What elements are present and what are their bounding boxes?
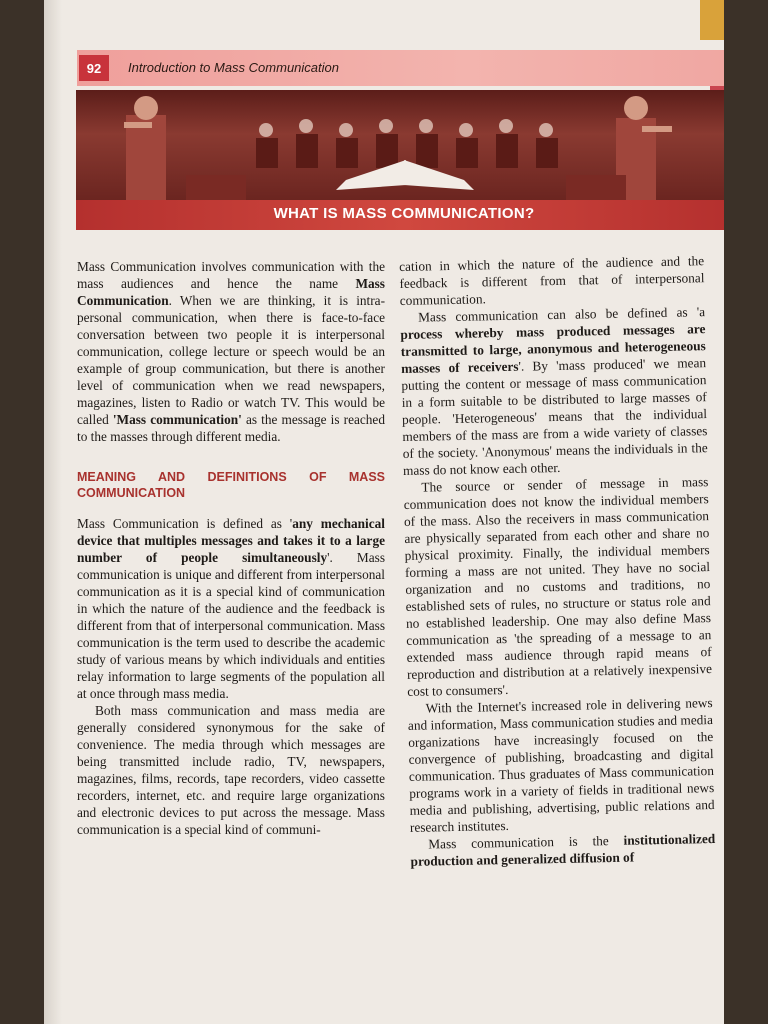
left-column (77, 258, 385, 838)
running-title: Introduction to Mass Communication (128, 60, 339, 75)
source-paragraph: The source or sender of message in mass communication does not know the individual members of the mass. Also the receivers in mass communication are physically separated from each other and share no physical proximity. Finally, the individual members forming a mass are not united. They have no social organization and no customs and traditions, no established sets of rules, no structure or status role and no established leadership. One may also define Mass communication as 'the spreading of a message to an extended mass audience through rapid means of reproduction and distribution at a relatively inexpensive cost to consumers'. (403, 474, 713, 699)
internet-paragraph: With the Internet's increased role in delivering news and information, Mass communication studies and media organizations have increasingly focused on the convergence of publishing, broadcasting and digital communication. Thus graduates of Mass communication programs work in a variety of fields in traditional news media and publishing, advertising, public relations and research institutes. (407, 695, 715, 835)
right-column (399, 252, 716, 870)
intro-paragraph: Mass Communication involves communication with the mass audiences and hence the name Mass Communication. When we are thinking, it is intra-personal communication, when there is face-to-face conversation between two people it is interpersonal communication, college lecture or speech would be an example of group communication, but there is another level of communication when we read newspapers, magazines, listen to Radio or watch TV. This would be called 'Mass communication' as the message is reached to the masses through different media. (77, 259, 385, 444)
classroom-illustration (76, 90, 724, 200)
institutional-paragraph: Mass communication is the institutionalized production and generalized diffusion of (410, 831, 716, 869)
top-corner-tab (700, 0, 724, 40)
section-heading: MEANING AND DEFINITIONS OF MASS COMMUNICATION (77, 470, 385, 500)
definition-paragraph: Mass Communication is defined as 'any mechanical device that multiples messages and takes it to a large number of people simultaneously'. Mass communication is unique and different from interpersonal communication as it is a special kind of communication in which the nature of the audience and the feedback is different from that of interpersonal communication. Mass communication is the term used to describe the academic study of various means by which individuals and entities relay information to large segments of the population all at once through mass media. (77, 516, 386, 701)
page-gutter-shadow (44, 0, 62, 1024)
classroom-photo (76, 90, 724, 200)
media-paragraph: Both mass communication and mass media are generally considered synonymous for the sake of convenience. The media through which messages are being transmitted include radio, TV, newspapers, magazines, films, records, tape recorders, video cassette recorders, internet, etc. and require large organizations and electronic devices to put across the message. Mass communication is a special kind of communi- (77, 703, 385, 837)
definition-two-paragraph: Mass communication can also be defined as 'a process whereby mass produced messages are transmitted to large, anonymous and heterogeneous masses of receivers'. By 'mass produced' we mean putting the content or message of mass communication in a form suitable to be distributed to large masses of people. 'Heterogeneous' means that the individual members of the mass are from a wide variety of classes of the society. 'Anonymous' means the individuals in the mass do not know each other. (400, 304, 708, 478)
chapter-title: WHAT IS MASS COMMUNICATION? (273, 205, 535, 222)
continued-paragraph: cation in which the nature of the audience and the feedback is different from that of interpersonal communication. (399, 253, 705, 308)
chapter-banner (76, 90, 724, 230)
book-page (44, 0, 724, 1024)
page-number: 92 (79, 55, 109, 81)
